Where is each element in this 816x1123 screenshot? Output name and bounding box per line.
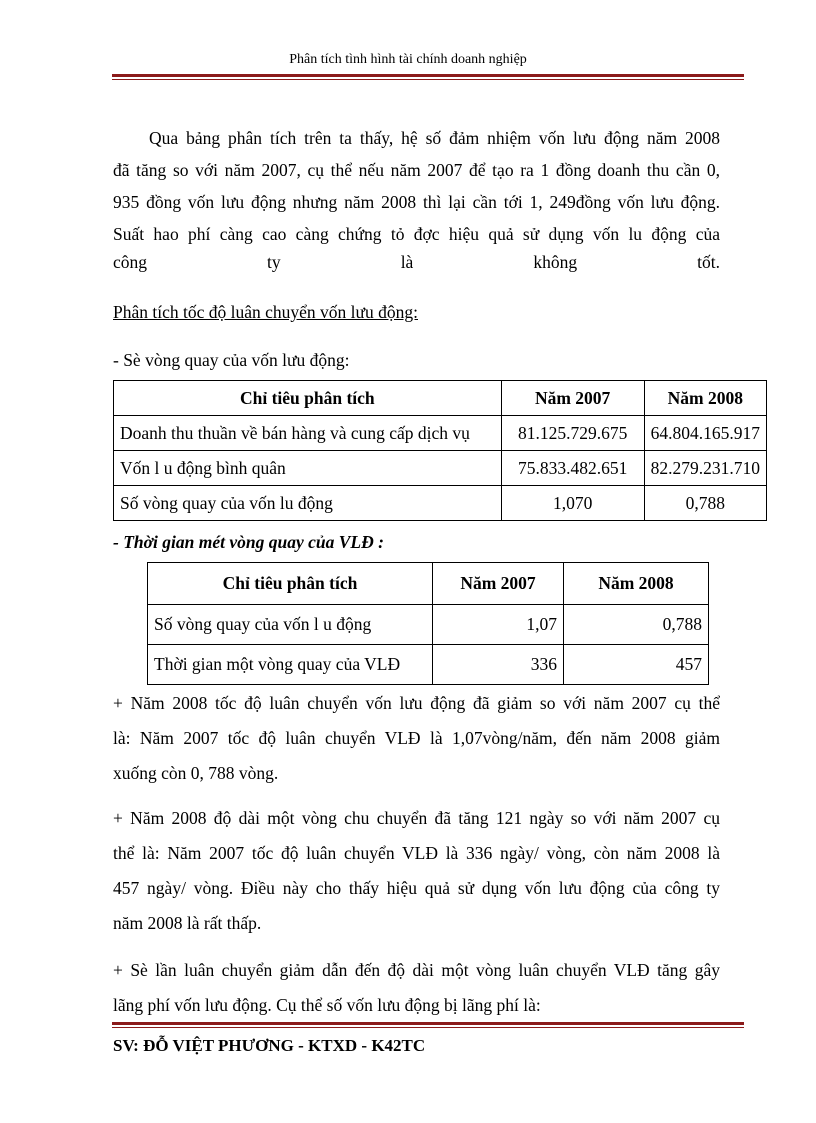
paragraph-line: công ty là không tốt. (113, 252, 720, 272)
footer-rule (112, 1022, 744, 1028)
paragraph-line: + Sè lần luân chuyển giảm dẫn đến độ dài một vòng luân chuyển VLĐ tăng gây (113, 960, 720, 980)
table-cell: 0,788 (644, 486, 766, 521)
paragraph-line: + Năm 2008 tốc độ luân chuyển vốn lưu động đã giảm so với năm 2007 cụ thể (113, 693, 720, 713)
paragraph-line: lãng phí vốn lưu động. Cụ thể số vốn lưu động bị lãng phí là: (113, 995, 541, 1015)
header-rule (112, 74, 744, 80)
paragraph-line: thể là: Năm 2007 tốc độ luân chuyển VLĐ là 336 ngày/ vòng, còn năm 2008 là (113, 843, 720, 863)
table-cell: 75.833.482.651 (501, 451, 644, 486)
table-cell: 81.125.729.675 (501, 416, 644, 451)
cycle-time-table (147, 562, 709, 685)
header-cell: Chỉ tiêu phân tích (148, 563, 433, 605)
table-row (114, 416, 767, 451)
paragraph-line: 457 ngày/ vòng. Điều này cho thấy hiệu quả sử dụng vốn lưu động của công ty (113, 878, 720, 898)
header-cell: Năm 2008 (644, 381, 766, 416)
subheading-cycle-time: - Thời gian mét vòng quay của VLĐ : (113, 532, 384, 552)
paragraph-line: 935 đồng vốn lưu động nhưng năm 2008 thì lại cần tới 1, 249đồng vốn lưu động. (113, 192, 720, 212)
subheading-turnover: - Sè vòng quay của vốn lưu động: (113, 350, 350, 370)
paragraph-line: Qua bảng phân tích trên ta thấy, hệ số đảm nhiệm vốn lưu động năm 2008 (149, 128, 720, 148)
header-cell: Năm 2007 (433, 563, 564, 605)
header-cell: Năm 2007 (501, 381, 644, 416)
paragraph-waste (113, 953, 720, 1023)
table-header-row (148, 563, 709, 605)
table-header-row (114, 381, 767, 416)
paragraph-line: đã tăng so với năm 2007, cụ thể nếu năm 2007 để tạo ra 1 đồng doanh thu cần 0, (113, 160, 720, 180)
table-cell: Số vòng quay của vốn l u động (148, 605, 433, 645)
turnover-table (113, 380, 767, 521)
table-row (148, 605, 709, 645)
table-cell: 82.279.231.710 (644, 451, 766, 486)
paragraph-line: Suất hao phí càng cao càng chứng tỏ đợc hiệu quả sử dụng vốn lu động của (113, 224, 720, 244)
paragraph-line: là: Năm 2007 tốc độ luân chuyển VLĐ là 1,07vòng/năm, đến năm 2008 giảm (113, 728, 720, 748)
paragraph-turnover-decrease (113, 686, 720, 791)
paragraph-line: + Năm 2008 độ dài một vòng chu chuyển đã tăng 121 ngày so với năm 2007 cụ (113, 808, 720, 828)
table-cell: 457 (564, 645, 709, 685)
table-cell: 1,07 (433, 605, 564, 645)
table-row (114, 486, 767, 521)
paragraph-efficiency (113, 122, 720, 274)
header-cell: Năm 2008 (564, 563, 709, 605)
table-row (114, 451, 767, 486)
page-header-title: Phân tích tình hình tài chính doanh nghiệp (289, 52, 527, 67)
table-cell: 0,788 (564, 605, 709, 645)
table-cell: Doanh thu thuần về bán hàng và cung cấp dịch vụ (114, 416, 502, 451)
paragraph-line: xuống còn 0, 788 vòng. (113, 763, 279, 783)
section-heading: Phân tích tốc độ luân chuyển vốn lưu động: (113, 302, 418, 322)
table-row (148, 645, 709, 685)
paragraph-cycle-length (113, 801, 720, 941)
table-cell: 64.804.165.917 (644, 416, 766, 451)
footer-student-info: SV: ĐỖ VIỆT PHƯƠNG - KTXD - K42TC (113, 1036, 426, 1055)
header-cell: Chỉ tiêu phân tích (114, 381, 502, 416)
table-cell: Số vòng quay của vốn lu động (114, 486, 502, 521)
paragraph-line: năm 2008 là rất thấp. (113, 913, 262, 933)
table-cell: Vốn l u động bình quân (114, 451, 502, 486)
table-cell: Thời gian một vòng quay của VLĐ (148, 645, 433, 685)
table-cell: 336 (433, 645, 564, 685)
table-cell: 1,070 (501, 486, 644, 521)
